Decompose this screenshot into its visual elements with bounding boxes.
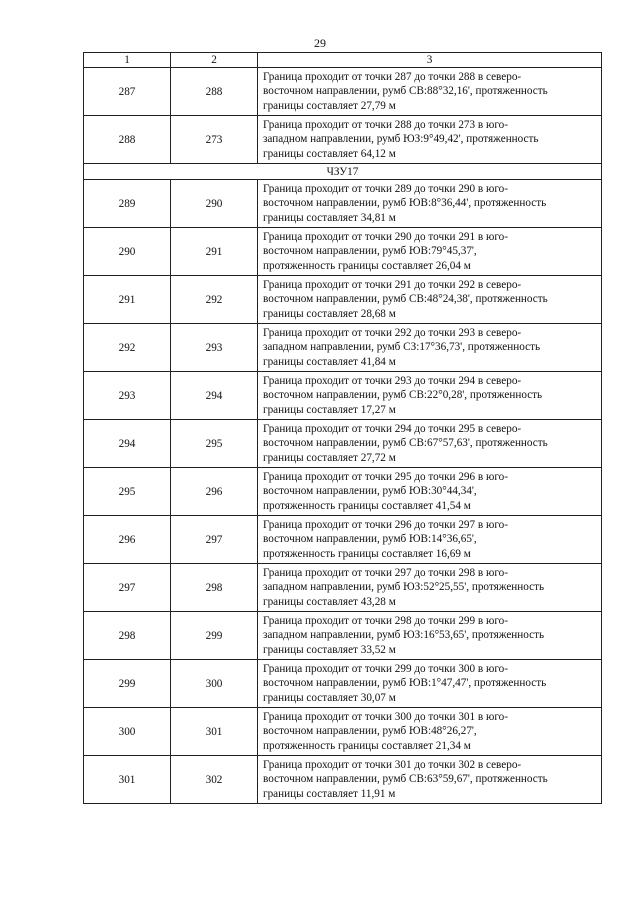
description-line: протяженность границы составляет 21,34 м [263, 739, 471, 752]
boundary-description [258, 420, 602, 468]
description-line: западном направлении, румб ЮЗ:16°53,65', протяженность [263, 629, 545, 642]
description-line: границы составляет 27,79 м [263, 99, 396, 112]
boundary-description [258, 68, 602, 116]
description-line: протяженность границы составляет 41,54 м [263, 499, 471, 512]
description-line: границы составляет 64,12 м [263, 147, 396, 160]
description-line: протяженность границы составляет 16,69 м [263, 547, 471, 560]
point-to: 297 [171, 516, 258, 564]
description-line: Граница проходит от точки 292 до точки 293 в северо- [263, 327, 522, 340]
point-to: 288 [171, 68, 258, 116]
boundary-description [258, 324, 602, 372]
description-line: границы составляет 34,81 м [263, 211, 396, 224]
point-to: 293 [171, 324, 258, 372]
description-line: границы составляет 30,07 м [263, 691, 396, 704]
point-to: 299 [171, 612, 258, 660]
point-to: 302 [171, 756, 258, 804]
table-row [84, 228, 602, 276]
description-line: Граница проходит от точки 295 до точки 296 в юго- [263, 471, 508, 484]
point-to: 301 [171, 708, 258, 756]
description-line: Граница проходит от точки 300 до точки 301 в юго- [263, 711, 508, 724]
table-row [84, 324, 602, 372]
boundary-description [258, 516, 602, 564]
description-line: Граница проходит от точки 289 до точки 290 в юго- [263, 183, 508, 196]
header-col-2: 2 [171, 53, 258, 68]
description-line: восточном направлении, румб ЮВ:14°36,65', [263, 533, 477, 546]
boundary-table [83, 52, 602, 804]
table-row [84, 468, 602, 516]
description-line: Граница проходит от точки 296 до точки 297 в юго- [263, 519, 508, 532]
point-from: 287 [84, 68, 171, 116]
point-from: 292 [84, 324, 171, 372]
table-row [84, 372, 602, 420]
point-to: 294 [171, 372, 258, 420]
description-line: восточном направлении, румб СВ:48°24,38', протяженность [263, 293, 548, 306]
table-row [84, 564, 602, 612]
point-to: 292 [171, 276, 258, 324]
table-row [84, 276, 602, 324]
description-line: западном направлении, румб СЗ:17°36,73', протяженность [263, 341, 541, 354]
description-line: границы составляет 11,91 м [263, 787, 396, 800]
boundary-description [258, 756, 602, 804]
description-line: восточном направлении, румб ЮВ:79°45,37', [263, 245, 477, 258]
description-line: протяженность границы составляет 26,04 м [263, 259, 471, 272]
description-line: Граница проходит от точки 287 до точки 288 в северо- [263, 71, 522, 84]
description-line: западном направлении, румб ЮЗ:52°25,55', протяженность [263, 581, 545, 594]
point-from: 289 [84, 180, 171, 228]
point-to: 295 [171, 420, 258, 468]
table-header [84, 53, 602, 68]
point-to: 290 [171, 180, 258, 228]
boundary-description [258, 116, 602, 164]
table-row [84, 180, 602, 228]
description-line: Граница проходит от точки 298 до точки 299 в юго- [263, 615, 508, 628]
description-line: Граница проходит от точки 288 до точки 273 в юго- [263, 119, 508, 132]
point-to: 273 [171, 116, 258, 164]
point-to: 291 [171, 228, 258, 276]
description-line: восточном направлении, румб ЮВ:30°44,34', [263, 485, 477, 498]
point-to: 296 [171, 468, 258, 516]
point-from: 301 [84, 756, 171, 804]
description-line: восточном направлении, румб СВ:88°32,16', протяженность [263, 85, 548, 98]
description-line: границы составляет 17,27 м [263, 403, 396, 416]
boundary-description [258, 564, 602, 612]
description-line: восточном направлении, румб СВ:22°0,28', протяженность [263, 389, 543, 402]
table-row [84, 708, 602, 756]
description-line: восточном направлении, румб СВ:63°59,67', протяженность [263, 773, 548, 786]
header-col-3: 3 [258, 53, 602, 68]
table-row [84, 756, 602, 804]
boundary-description [258, 708, 602, 756]
description-line: Граница проходит от точки 294 до точки 295 в северо- [263, 423, 522, 436]
description-line: Граница проходит от точки 299 до точки 300 в юго- [263, 663, 508, 676]
table-row [84, 68, 602, 116]
page-number: 29 [314, 36, 326, 50]
point-from: 293 [84, 372, 171, 420]
point-from: 295 [84, 468, 171, 516]
description-line: Граница проходит от точки 301 до точки 302 в северо- [263, 759, 522, 772]
table-row [84, 612, 602, 660]
description-line: границы составляет 41,84 м [263, 355, 396, 368]
point-from: 300 [84, 708, 171, 756]
table-row [84, 516, 602, 564]
description-line: западном направлении, румб ЮЗ:9°49,42', протяженность [263, 133, 539, 146]
section-row [84, 164, 602, 180]
point-from: 288 [84, 116, 171, 164]
rows-after-section [84, 180, 602, 804]
header-col-1: 1 [84, 53, 171, 68]
boundary-description [258, 612, 602, 660]
boundary-description [258, 228, 602, 276]
description-line: восточном направлении, румб ЮВ:48°26,27', [263, 725, 477, 738]
point-from: 299 [84, 660, 171, 708]
section-row-group [84, 164, 602, 180]
point-to: 298 [171, 564, 258, 612]
description-line: границы составляет 28,68 м [263, 307, 396, 320]
boundary-description [258, 180, 602, 228]
point-from: 296 [84, 516, 171, 564]
description-line: границы составляет 27,72 м [263, 451, 396, 464]
description-line: границы составляет 33,52 м [263, 643, 396, 656]
description-line: Граница проходит от точки 293 до точки 294 в северо- [263, 375, 522, 388]
description-line: восточном направлении, румб ЮВ:8°36,44', протяженность [263, 197, 547, 210]
point-from: 294 [84, 420, 171, 468]
point-from: 297 [84, 564, 171, 612]
description-line: границы составляет 43,28 м [263, 595, 396, 608]
point-from: 290 [84, 228, 171, 276]
boundary-description [258, 372, 602, 420]
description-line: восточном направлении, румб СВ:67°57,63', протяженность [263, 437, 548, 450]
description-line: Граница проходит от точки 297 до точки 298 в юго- [263, 567, 508, 580]
point-from: 291 [84, 276, 171, 324]
table-row [84, 660, 602, 708]
boundary-description [258, 660, 602, 708]
table-row [84, 420, 602, 468]
description-line: Граница проходит от точки 291 до точки 292 в северо- [263, 279, 522, 292]
rows-before-section [84, 68, 602, 164]
table-row [84, 116, 602, 164]
boundary-description [258, 468, 602, 516]
description-line: Граница проходит от точки 290 до точки 291 в юго- [263, 231, 508, 244]
section-label: ЧЗУ17 [84, 164, 602, 180]
description-line: восточном направлении, румб ЮВ:1°47,47', протяженность [263, 677, 547, 690]
boundary-description [258, 276, 602, 324]
point-from: 298 [84, 612, 171, 660]
point-to: 300 [171, 660, 258, 708]
